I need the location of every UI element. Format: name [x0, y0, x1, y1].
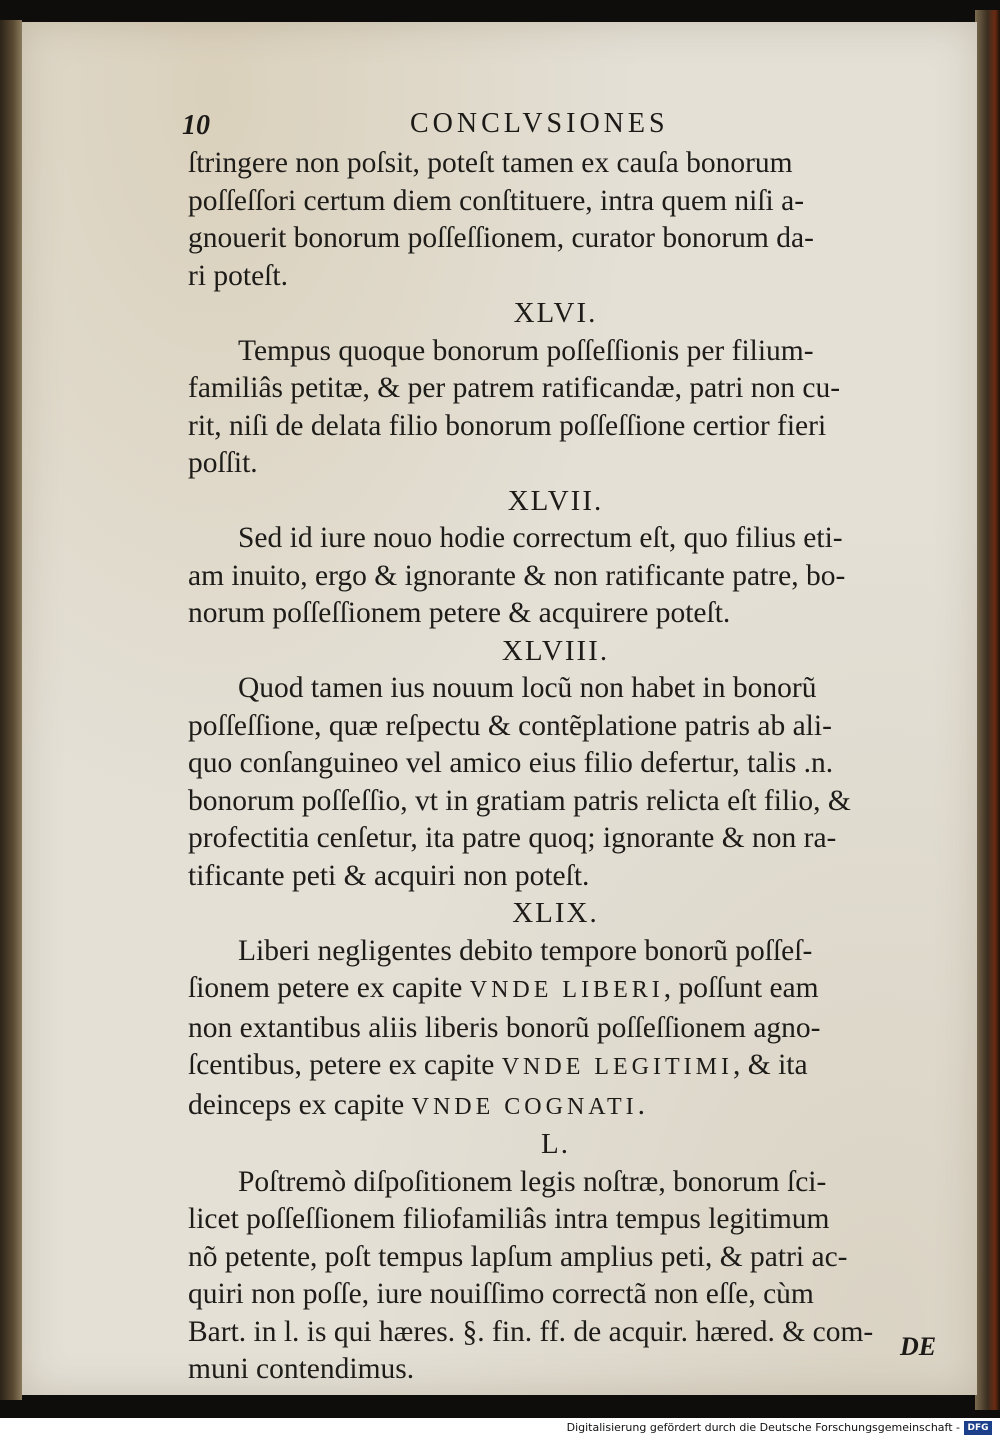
text-line: profectitia cenſetur, ita patre quoq; ignorante & non ra- — [188, 822, 837, 854]
text-run: , & ita — [733, 1049, 808, 1081]
funding-credit: Digitalisierung gefördert durch die Deutsche Forschungsgemeinschaft - — [566, 1421, 960, 1434]
text-line: tificante peti & acquiri non poteſt. — [188, 859, 590, 892]
text-line: non extantibus aliis liberis bonorũ poſſeſſionem agno- — [188, 1011, 821, 1044]
text-line — [188, 970, 923, 1010]
paragraph-first-line: Liberi negligentes debito tempore bonorũ poſſeſ- — [238, 934, 813, 967]
text-line: poſſeſſori certum diem conſtituere, intra quem niſi a- — [188, 184, 805, 217]
text-run: , poſſunt eam — [663, 972, 819, 1004]
text-line — [188, 1087, 923, 1127]
text-line: Bart. in l. is qui hæres. §. fin. ff. de acquir. hæred. & com- — [188, 1315, 874, 1348]
section-numeral: XLVIII. — [501, 634, 610, 667]
digitization-footer — [0, 1418, 1000, 1439]
text-line: poſſeſſione, quæ reſpectu & contẽplatione patris ab ali- — [188, 709, 832, 742]
text-line: poſſit. — [188, 447, 258, 479]
small-caps-run: VNDE LIBERI — [469, 977, 664, 1003]
text-line: gnouerit bonorum poſſeſſionem, curator bonorum da- — [188, 222, 814, 254]
text-run: ſcentibus, petere ex capite — [188, 1049, 502, 1081]
book-edge-right — [975, 10, 1000, 1410]
text-run: ſionem petere ex capite — [188, 972, 470, 1004]
text-line: rit, niſi de delata filio bonorum poſſeſſione certior fieri — [188, 409, 827, 442]
paragraph-first-line: Quod tamen ius nouum locũ non habet in bonorũ — [238, 672, 817, 704]
text-line: ſtringere non poſsit, poteſt tamen ex cauſa bonorum — [188, 147, 793, 179]
paragraph-first-line: Tempus quoque bonorum poſſeſſionis per filium- — [238, 334, 814, 367]
catchword: DE — [900, 1332, 937, 1361]
text-run: . — [637, 1088, 645, 1121]
paragraph-first-line: Sed id iure nouo hodie correctum eſt, quo filius eti- — [238, 522, 843, 554]
dfg-logo-icon: DFG — [964, 1421, 992, 1435]
text-line: licet poſſeſſionem filiofamiliâs intra tempus legitimum — [188, 1203, 830, 1235]
section-numeral: XLIX. — [512, 897, 599, 929]
small-caps-run: VNDE COGNATI — [411, 1093, 638, 1120]
book-edge-left — [0, 20, 22, 1400]
text-line: ri poteſt. — [188, 259, 288, 292]
page-number: 10 — [182, 110, 210, 141]
page-text — [188, 145, 923, 1389]
text-line: am inuito, ergo & ignorante & non ratificante patre, bo- — [188, 559, 846, 592]
section-numeral: XLVI. — [513, 297, 598, 329]
text-line: norum poſſeſſionem petere & acquirere poteſt. — [188, 597, 731, 629]
section-numeral: L. — [541, 1128, 570, 1160]
section-numeral: XLVII. — [507, 484, 604, 517]
small-caps-run: VNDE LEGITIMI — [501, 1054, 733, 1080]
running-head: CONCLVSIONES — [410, 108, 669, 139]
text-line: nõ petente, poſt tempus lapſum amplius peti, & patri ac- — [188, 1240, 848, 1273]
text-run: deinceps ex capite — [188, 1088, 412, 1121]
text-line: muni contendimus. — [188, 1353, 415, 1385]
text-line: quiri non poſſe, iure nouiſſimo correctã non eſſe, cùm — [188, 1278, 814, 1310]
text-line: bonorum poſſeſſio, vt in gratiam patris relicta eſt filio, & — [188, 784, 851, 817]
paragraph-first-line: Poſtremò diſpoſitionem legis noſtræ, bonorum ſci- — [238, 1165, 827, 1198]
text-line — [188, 1047, 923, 1087]
text-line: familiâs petitæ, & per patrem ratificandæ, patri non cu- — [188, 372, 841, 404]
text-line: quo conſanguineo vel amico eius filio defertur, talis .n. — [188, 747, 834, 779]
